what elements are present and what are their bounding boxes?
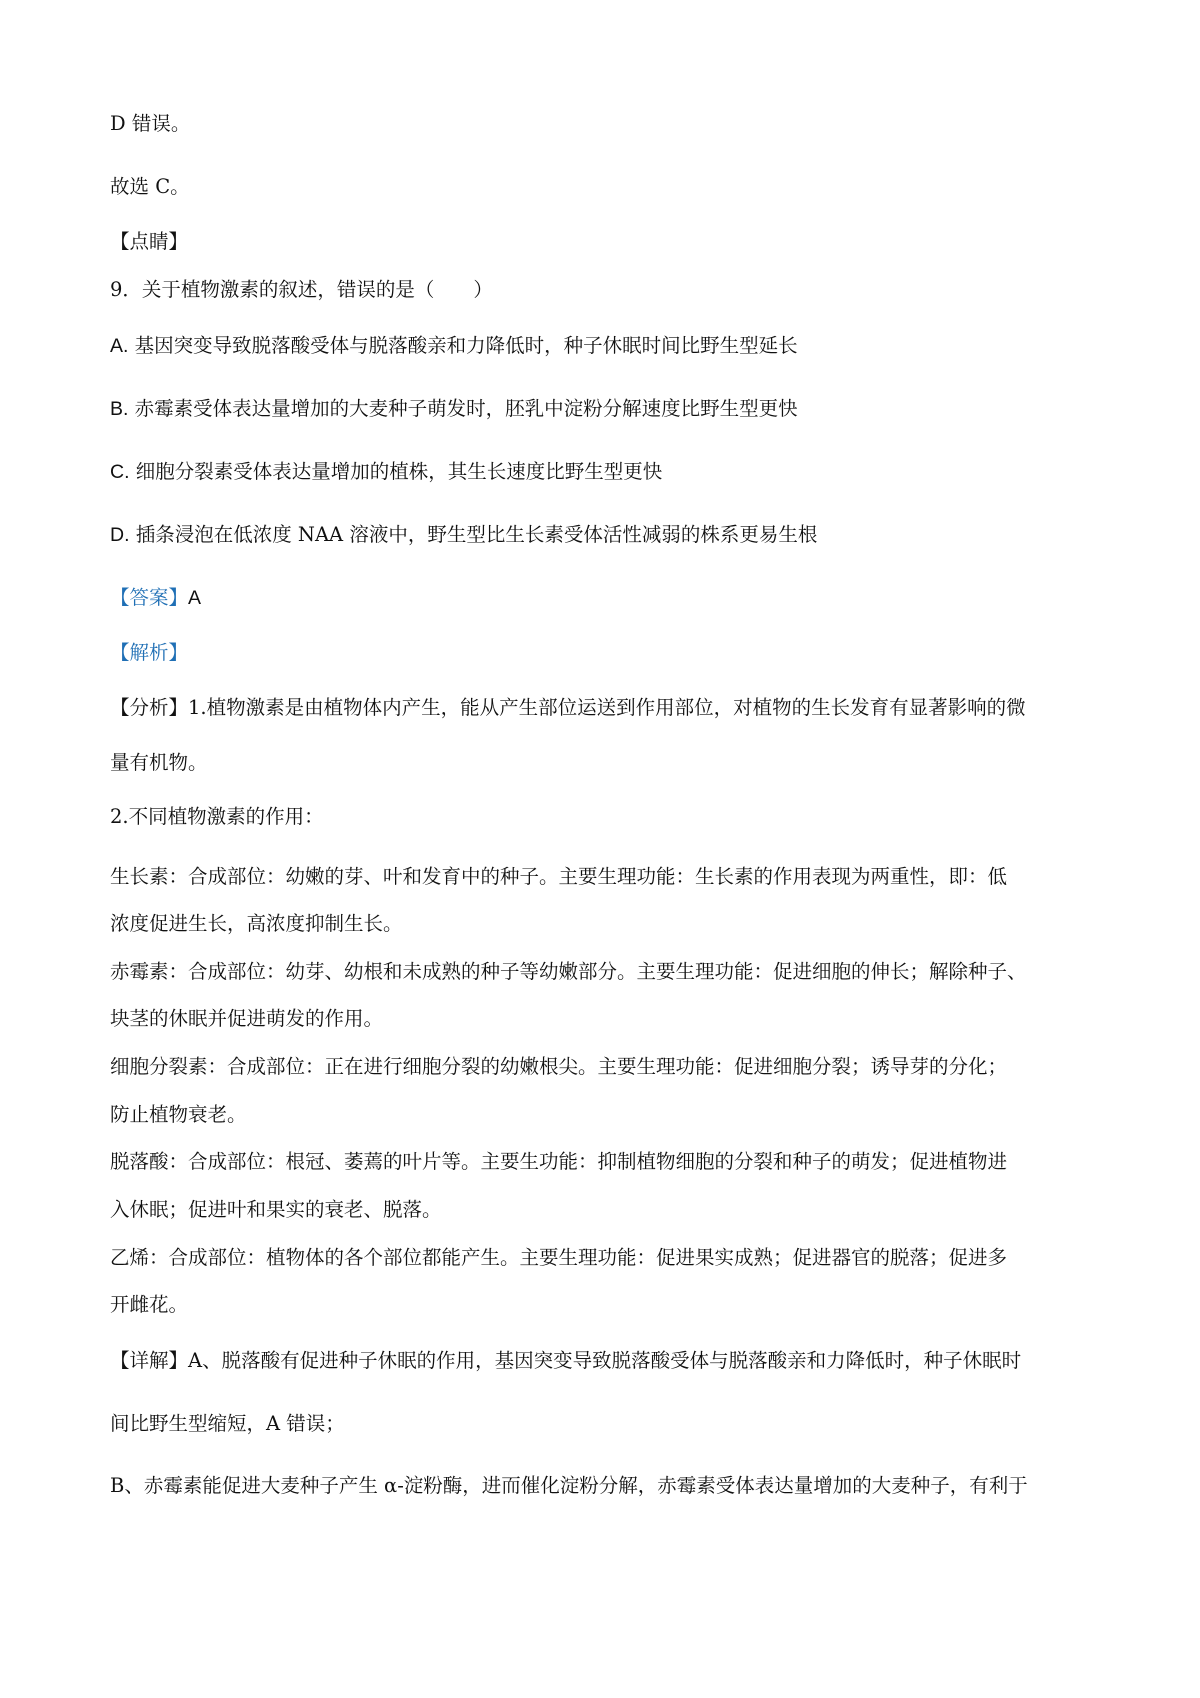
question-stem-text: 9．关于植物激素的叙述，错误的是（ ）	[110, 278, 493, 301]
question-stem	[110, 276, 1110, 304]
option-c-label: C.	[110, 461, 130, 483]
hormone-cytokinin-line2-text: 防止植物衰老。	[110, 1103, 247, 1126]
hormone-ethylene-line2	[110, 1291, 1110, 1319]
hormone-gibberellin-line2	[110, 1005, 1110, 1033]
fenxi-tag: 【分析】	[110, 696, 189, 719]
hormone-cytokinin-line1-text: 细胞分裂素：合成部位：正在进行细胞分裂的幼嫩根尖。主要生理功能：促进细胞分裂；诱导芽的分化；	[110, 1055, 1008, 1078]
hormone-ethylene-line1	[110, 1244, 1110, 1272]
dianjing-tag-text: 【点睛】	[110, 230, 189, 253]
option-b-text: 赤霉素受体表达量增加的大麦种子萌发时，胚乳中淀粉分解速度比野生型更快	[134, 397, 798, 420]
hormone-abscisic-line1	[110, 1148, 1110, 1176]
hormone-abscisic-line2	[110, 1196, 1110, 1224]
prev-line-d-wrong	[110, 110, 1110, 138]
xiangjie-b-line1-text: B、赤霉素能促进大麦种子产生 α-淀粉酶，进而催化淀粉分解，赤霉素受体表达量增加的大麦种子，有利于	[110, 1474, 1028, 1497]
fenxi-p1-line1	[110, 694, 1110, 722]
option-d	[110, 521, 1110, 549]
fenxi-p1-line1-text: 1.植物激素是由植物体内产生，能从产生部位运送到作用部位，对植物的生长发育有显著影响的微	[188, 696, 1026, 719]
xiangjie-b-line1	[110, 1472, 1110, 1500]
answer-line	[110, 584, 1110, 612]
hormone-abscisic-line2-text: 入休眠；促进叶和果实的衰老、脱落。	[110, 1198, 442, 1221]
xiangjie-a-line2-text: 间比野生型缩短，A 错误；	[110, 1412, 345, 1435]
hormone-abscisic-line1-text: 脱落酸：合成部位：根冠、萎蔫的叶片等。主要生功能：抑制植物细胞的分裂和种子的萌发；促进植物进	[110, 1150, 1008, 1173]
hormone-cytokinin-line2	[110, 1101, 1110, 1129]
prev-line-choose-c	[110, 173, 1110, 201]
hormone-auxin-line1-text: 生长素：合成部位：幼嫩的芽、叶和发育中的种子。主要生理功能：生长素的作用表现为两重性，即：低	[110, 865, 1008, 888]
xiangjie-tag: 【详解】	[110, 1349, 189, 1372]
option-c	[110, 458, 1110, 486]
xiangjie-a-line2	[110, 1410, 1110, 1438]
option-c-text: 细胞分裂素受体表达量增加的植株，其生长速度比野生型更快	[135, 460, 663, 483]
hormone-gibberellin-line1	[110, 958, 1110, 986]
answer-tag: 【答案】	[110, 586, 189, 609]
hormone-ethylene-line1-text: 乙烯：合成部位：植物体的各个部位都能产生。主要生理功能：促进果实成熟；促进器官的脱落；促进多	[110, 1246, 1008, 1269]
option-d-text: 插条浸泡在低浓度 NAA 溶液中，野生型比生长素受体活性减弱的株系更易生根	[135, 523, 818, 546]
hormone-auxin-line1	[110, 863, 1110, 891]
hormone-auxin-line2	[110, 910, 1110, 938]
option-a	[110, 332, 1110, 360]
hormone-cytokinin-line1	[110, 1053, 1110, 1081]
option-a-text: 基因突变导致脱落酸受体与脱落酸亲和力降低时，种子休眠时间比野生型延长	[134, 334, 798, 357]
fenxi-p1-line2-text: 量有机物。	[110, 751, 208, 774]
option-d-label: D.	[110, 524, 130, 546]
xiangjie-a-line1-text: A、脱落酸有促进种子休眠的作用，基因突变导致脱落酸受体与脱落酸亲和力降低时，种子休眠时	[188, 1349, 1022, 1372]
xiangjie-a-line1	[110, 1347, 1110, 1375]
fenxi-p2	[110, 803, 1110, 831]
option-b-label: B.	[110, 398, 129, 420]
hormone-ethylene-line2-text: 开雌花。	[110, 1293, 189, 1316]
hormone-auxin-line2-text: 浓度促进生长，高浓度抑制生长。	[110, 912, 403, 935]
fenxi-p1-line2	[110, 749, 1110, 777]
option-a-label: A.	[110, 335, 129, 357]
dianjing-tag	[110, 228, 1110, 256]
hormone-gibberellin-line2-text: 块茎的休眠并促进萌发的作用。	[110, 1007, 384, 1030]
prev-line-d-wrong-text: D 错误。	[110, 112, 191, 135]
analysis-tag: 【解析】	[110, 641, 189, 664]
analysis-tag-line	[110, 639, 1110, 667]
hormone-gibberellin-line1-text: 赤霉素：合成部位：幼芽、幼根和未成熟的种子等幼嫩部分。主要生理功能：促进细胞的伸长；解除种子、	[110, 960, 1027, 983]
prev-line-choose-c-text: 故选 C。	[110, 175, 190, 198]
fenxi-p2-text: 2.不同植物激素的作用：	[110, 805, 324, 828]
option-b	[110, 395, 1110, 423]
answer-value: A	[188, 587, 202, 609]
